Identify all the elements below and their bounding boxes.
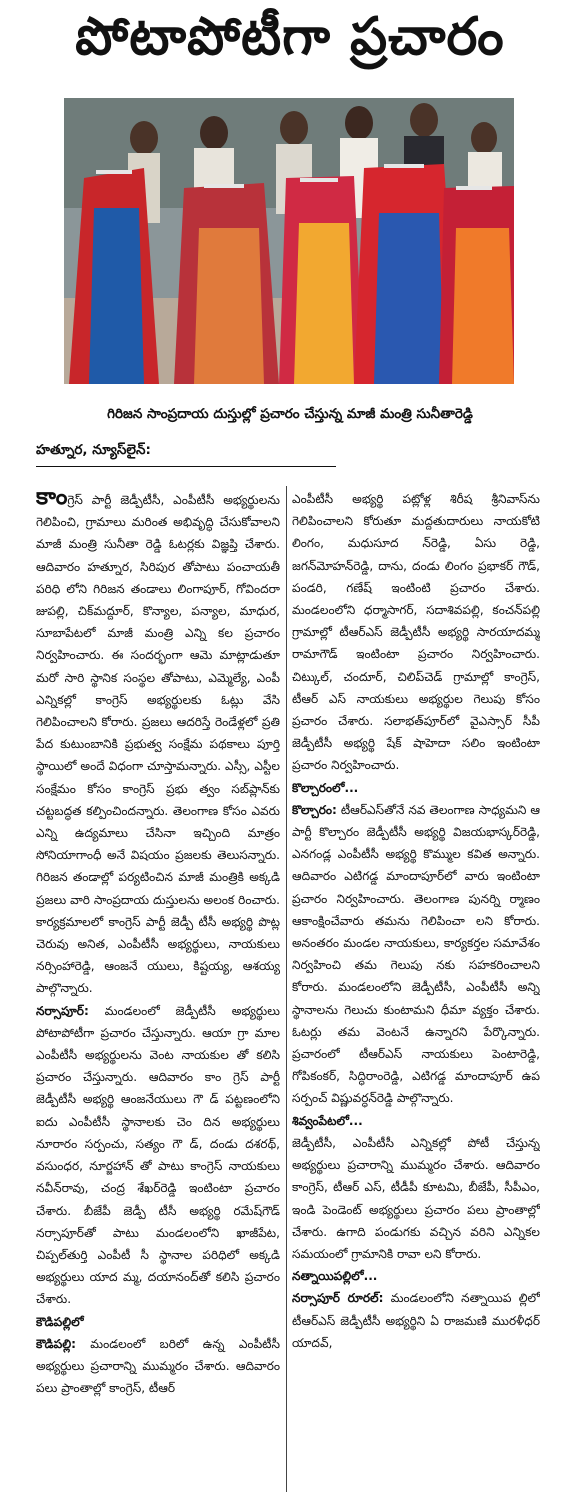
subheading: శివ్వంపేట‌లో... xyxy=(292,1113,363,1128)
campaign-photo-illustration xyxy=(64,98,514,384)
article-column-right xyxy=(292,488,540,1496)
subheading: నత్నాయిపల్లిలో... xyxy=(292,1269,378,1284)
paragraph-text: మండలంలో జెడ్పీటీసీ అభ్యర్థులు పోటాపోటీగా ప్రచారం చేస్తున్నారు. ఆయా గ్రా మాల ఎంపీటీసీ అభ్యర్థులను వెంట నాయకుల తో కలిసి ప్రచారం చేస్తున్నారు. ఆదివారం కాం గ్రెస్‌ పార్టీ జెడ్పీటీసీ అభ్యర్థి ఆంజనేయులు గౌ డ్‌ పట్టణంలోని ఐదు ఎంపీటీసీ స్థానాలకు చెం దిన అభ్యర్థులు నూరారం సర్పంచు, సత్యం గౌ డ్‌, దండు దశరథ్‌, వసుంధర, నూర్జహాన్‌ తో పాటు కాంగ్రెస్‌ నాయకులు నవీన్‌రావు, చంద్ర శేఖర్‌రెడ్డి ఇంటింటా ప్రచారం చేశారు. బీజేపీ జెడ్పీ టీసీ అభ్యర్థి రమేష్‌గౌడ్‌ నర్సాపూర్‌తో పాటు మండలంలోని ఖాజీపేట, చిప్పల్‌తుర్తి ఎంపీటీ సీ స్థానాల పరిధిలో అక్కడి అభ్యర్థులు యాద మ్మ, దయానంద్‌తో కలిసి ప్రచారం చేశారు. xyxy=(36,1003,280,1307)
dateline: హత్నూర, న్యూస్‌లైన్‌: xyxy=(36,442,336,467)
paragraph-lead: నర్సాపూర్‌: xyxy=(36,1003,89,1018)
paragraph-lead: కౌడిపల్లి: xyxy=(36,1336,76,1351)
drop-cap: కాం xyxy=(36,488,68,510)
paragraph-text: మండలంలో బరిలో ఉన్న ఎంపీటీసీ అభ్యర్థులు ప్రచారాన్ని ముమ్మరం చేశారు. ఆదివారం పలు ప్రాంతాల్లో కాంగ్రెస్‌, టీఆర్‌ xyxy=(36,1336,280,1396)
paragraph xyxy=(36,1333,280,1400)
paragraph-lead: కొల్చారం: xyxy=(292,802,337,817)
paragraph xyxy=(292,799,540,1110)
subheading: కొల్చారంలో... xyxy=(292,780,359,795)
subheading: కౌడిపల్లిలో xyxy=(36,1314,84,1329)
headline: పోటాపోటీగా ప్రచారం xyxy=(75,6,505,67)
paragraph-text: గ్రెస్‌ పార్టీ జెడ్పీటీసీ, ఎంపీటీసీ అభ్యర్థులను గెలిపించి, గ్రామాలు మరింత అభివృద్ధి చేసుకోవాలని మాజీ మంత్రి సునీతా రెడ్డి ఓటర్లకు విజ్ఞప్తి చేశారు. ఆదివారం హత్నూర, సిరిపుర తోపాటు పంచాయతీ పరిధి లోని గిరిజన తండాలు లింగాపూర్‌, గోవిందరా జుపల్లి, చిక్‌మద్దూర్‌, కొన్యాల, పన్యాల, మాధుర, సూబాపేటలో మాజీ మంత్రి ఎన్ని కల ప్రచారం నిర్వహించారు. ఈ సందర్భంగా ఆమె మాట్లాడుతూ మరో సారి స్థానిక సంస్థల తోపాటు, ఎమ్మెల్యే, ఎంపీ ఎన్నికల్లో కాంగ్రెస్‌ అభ్యర్థులకు ఓట్లు వేసి గెలిపించాలని కోరారు. ప్రజలు ఆదరిస్తే రెండేళ్లలో ప్రతి పేద కుటుంబానికి ప్రభుత్వ సంక్షేమ పథకాలు పూర్తి స్థాయిలో అందే విధంగా చూస్తామన్నారు. ఎస్సీ, ఎస్టీల సంక్షేమం కోసం కాంగ్రెస్‌ ప్రభు త్వం సబ్‌ప్లాన్‌కు చట్టబద్ధత కల్పించిందన్నారు. తెలంగాణ కోసం ఎవరు ఎన్ని ఉద్యమాలు చేసినా ఇచ్చింది మాత్రం సోనియాగాంధీ అనే విషయం ప్రజలకు తెలుసన్నారు. గిరిజన తండాల్లో పర్యటించిన మాజీ మంత్రికి అక్కడి ప్రజలు వారి సాంప్రదాయ దుస్తులను అలంక రించారు. కార్యక్రమాలలో కాంగ్రెస్‌ పార్టీ జెడ్పీ టీసీ అభ్యర్థి పొట్ల చెరువు అనిత, ఎంపీటీసీ అభ్యర్థులు, నాయకులు నర్సింహారెడ్డి, ఆంజనే యులు, కిష్టయ్య, ఆశయ్య పాల్గొన్నారు. xyxy=(36,493,280,996)
paragraph: ఎంపీటీసీ అభ్యర్థి పట్లోళ్ల శిరీష శ్రీనివాస్‌ను గెలిపించాలని కోరుతూ మద్దతుదారులు నాయకోటి లింగం, మధుసూద న్‌రెడ్డి, ఏసు రెడ్డి, జగన్‌మోహన్‌రెడ్డి, దాను, దండు లింగం ప్రభాకర్‌ గౌడ్‌, పండరి, గణేష్‌ ఇంటింటి ప్రచారం చేశారు. మండలంలోని ధర్మాసాగర్‌, సదాశివపల్లి, కంచన్‌పల్లి గ్రామాల్లో టీఆర్‌ఎస్‌ జెడ్పీటీసీ అభ్యర్థి సారయాదమ్మ రామాగౌడ్‌ ఇంటింటా ప్రచారం నిర్వహించారు. చిట్కుల్‌, చందూర్‌, చిలిప్‌చెడ్‌ గ్రామాల్లో కాంగ్రెస్‌, టీఆర్‌ ఎస్‌ నాయకులు అభ్యర్థుల గెలుపు కోసం ప్రచారం చేశారు. సలాభత్‌పూర్‌లో వైఎస్సార్‌ సీపీ జెడ్పీటీసీ అభ్యర్థి షేక్‌ షాహెదా సలిం ఇంటింటా ప్రచారం నిర్వహించారు. xyxy=(292,492,540,773)
column-divider xyxy=(286,486,287,1492)
news-photo xyxy=(64,98,514,384)
paragraph-text: మండలంలోని నత్నాయిప ల్లిలో టీఆర్‌ఎస్‌ జెడ్పీటీసీ అభ్యర్థిని ఏ రాజమణి మురళీధర్‌ యాదవ్‌, xyxy=(292,1291,540,1350)
paragraph-lead: నర్సాపూర్‌ రూరల్‌: xyxy=(292,1291,384,1306)
paragraph-text: టీఆర్‌ఎస్‌తోనే నవ తెలంగాణ సాధ్యమని ఆ పార్టీ కొల్చారం జెడ్పీటీసీ అభ్యర్థి విజయభాస్కర్‌రెడ్డి, ఎనగండ్ల ఎంపీటీసీ అభ్యర్థి కొమ్ముల కవిత అన్నారు. ఆదివారం ఎటిగడ్డ మాందాపూర్‌లో వారు ఇంటింటా ప్రచారం నిర్వహించారు. తెలంగాణ పునర్ని ర్మాణం ఆకాంక్షించేవారు తమను గెలిపించా లని కోరారు. అనంతరం మండల నాయకులు, కార్యకర్తల సమావేశం నిర్వహించి తమ గెలుపు నకు సహకరించాలని కోరారు. మండలంలోని జెడ్పీటీసీ, ఎంపీటీసీ అన్ని స్థానాలను గెలుచు కుంటామని ధీమా వ్యక్తం చేశారు. ఓటర్లు తమ వెంటనే ఉన్నారని పేర్కొన్నారు. ప్రచారంలో టీఆర్‌ఎస్‌ నాయకులు పెంటారెడ్డి, గోపికంకర్‌, సిద్ధిరాంరెడ్డి, ఎటిగడ్డ మాందాపూర్‌ ఉప సర్పంచ్‌ విష్ణువర్ధన్‌రెడ్డి పాల్గొన్నారు. xyxy=(292,802,540,1106)
article-column-left xyxy=(36,488,280,1496)
paragraph xyxy=(36,1000,280,1311)
paragraph xyxy=(36,488,280,1000)
paragraph xyxy=(292,1287,540,1354)
photo-caption: గిరిజన సాంప్రదాయ దుస్తుల్లో ప్రచారం చేస్తున్న మాజీ మంత్రి సునీతారెడ్డి xyxy=(107,405,473,422)
paragraph: జెడ్పీటీసీ, ఎంపీటీసీ ఎన్నికల్లో పోటీ చేస్తున్న అభ్యర్థులు ప్రచారాన్ని ముమ్మరం చేశారు. ఆదివారం కాంగ్రెస్‌, టీఆర్‌ ఎస్‌, టీడీపీ కూటమి, బీజేపీ, సీపీఎం, ఇండి పెండెంట్‌ అభ్యర్థులు ప్రచారం పలు ప్రాంతాల్లో చేశారు. ఉగాది పండుగకు వచ్చిన వరిని ఎన్నికల సమయంలో గ్రామానికి రావా లని కోరారు. xyxy=(292,1135,540,1261)
